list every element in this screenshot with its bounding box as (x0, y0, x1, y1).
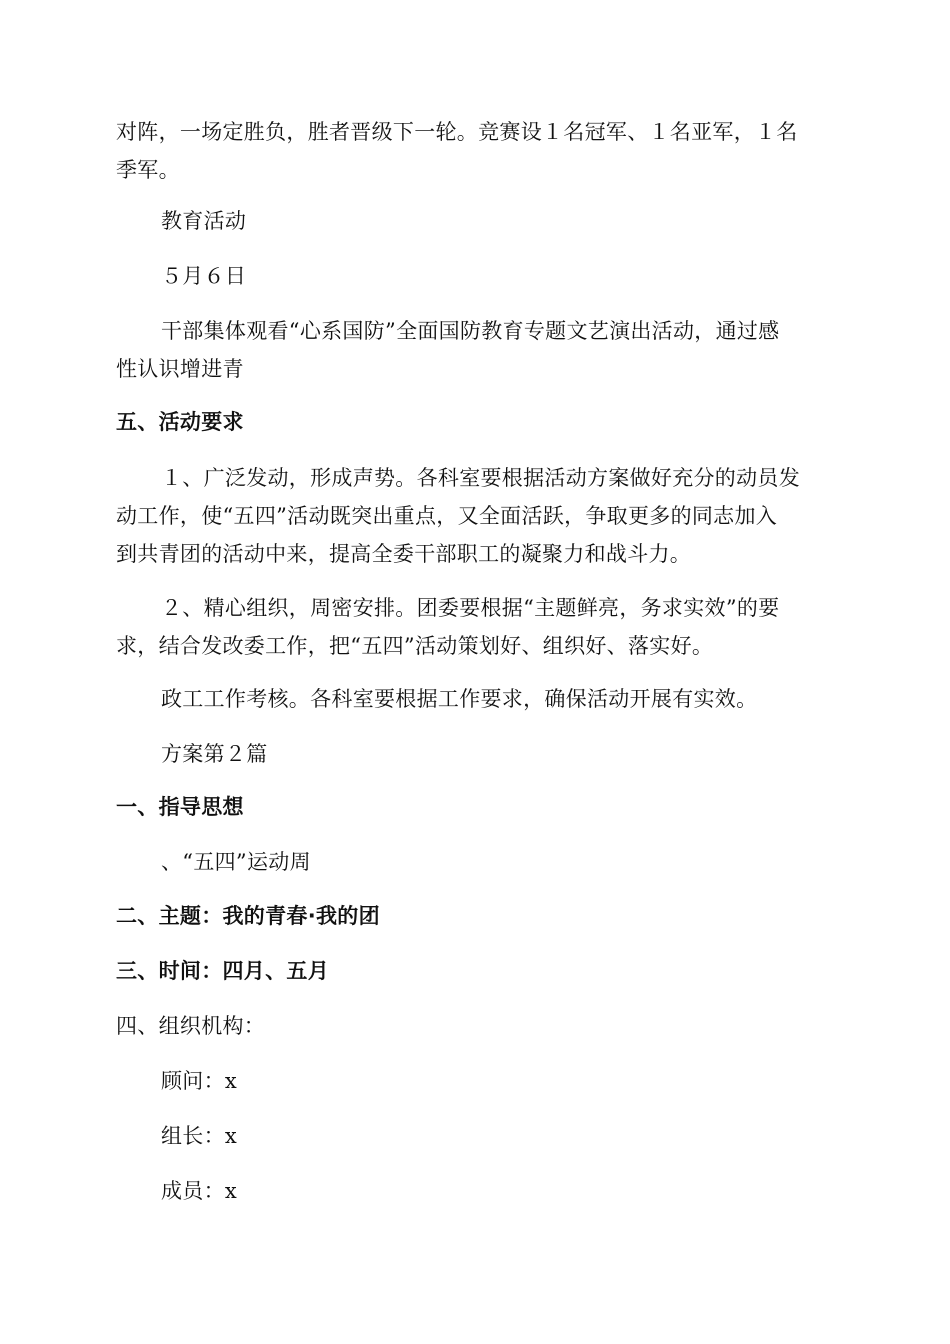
paragraph-may-fourth-week: 、“五四”运动周 (161, 850, 311, 874)
paragraph-members: 成员：x (161, 1179, 238, 1203)
paragraph-plan-2: 方案第２篇 (161, 742, 268, 766)
paragraph-date: ５月６日 (161, 264, 247, 288)
heading-guiding-ideology: 一、指导思想 (116, 795, 244, 819)
paragraph-assessment: 政工工作考核。各科室要根据工作要求，确保活动开展有实效。 (161, 687, 758, 711)
paragraph-requirement-1 (116, 459, 836, 573)
paragraph-line: ２、精心组织，周密安排。团委要根据“主题鲜亮，务求实效”的要 (161, 596, 780, 620)
paragraph-line: １、广泛发动，形成声势。各科室要根据活动方案做好充分的动员发 (161, 466, 800, 490)
paragraph-line: 性认识增进青 (116, 357, 244, 381)
paragraph-requirement-2 (116, 589, 836, 665)
paragraph-leader: 组长：x (161, 1124, 238, 1148)
paragraph-match-rules (116, 113, 836, 189)
paragraph-line: 干部集体观看“心系国防”全面国防教育专题文艺演出活动，通过感 (161, 319, 780, 343)
paragraph-line: 对阵，一场定胜负，胜者晋级下一轮。竞赛设１名冠军、１名亚军，１名 (116, 120, 798, 144)
heading-time: 三、时间：四月、五月 (116, 959, 329, 983)
paragraph-organization: 四、组织机构： (116, 1014, 266, 1038)
heading-theme: 二、主题：我的青春·我的团 (116, 904, 380, 928)
paragraph-line: 到共青团的活动中来，提高全委干部职工的凝聚力和战斗力。 (116, 542, 692, 566)
paragraph-advisor: 顾问：x (161, 1069, 238, 1093)
paragraph-line: 季军。 (116, 158, 180, 182)
paragraph-education-activity: 教育活动 (161, 209, 247, 233)
paragraph-line: 求，结合发改委工作，把“五四”活动策划好、组织好、落实好。 (116, 634, 714, 658)
paragraph-cadre-viewing (116, 312, 836, 388)
heading-activity-requirements: 五、活动要求 (116, 410, 244, 434)
paragraph-line: 动工作，使“五四”活动既突出重点，又全面活跃，争取更多的同志加入 (116, 504, 778, 528)
